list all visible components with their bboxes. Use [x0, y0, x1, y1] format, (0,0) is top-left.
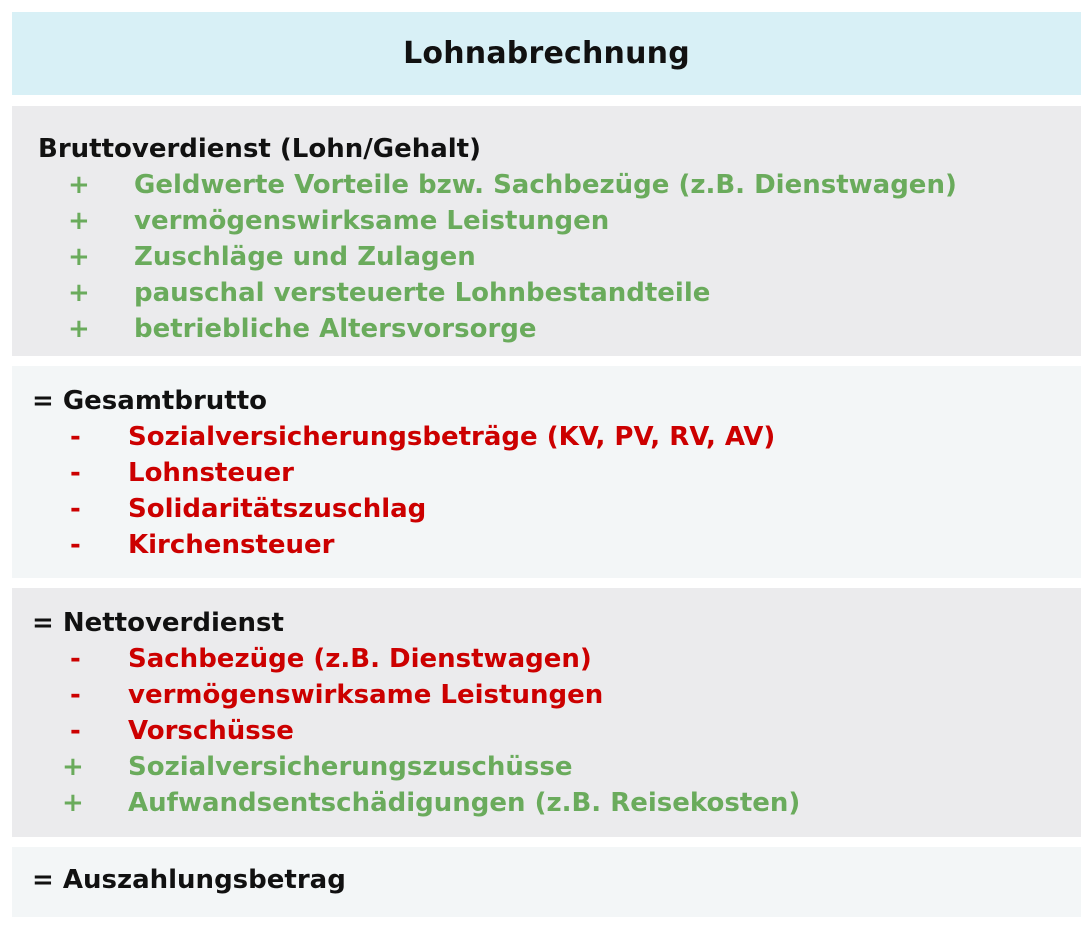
section-gesamtbrutto [12, 366, 1081, 578]
section-heading: = Nettoverdienst [32, 608, 284, 638]
plus-sign: + [62, 752, 84, 782]
list-item-text: Geldwerte Vorteile bzw. Sachbezüge (z.B. Dienstwagen) [134, 170, 957, 200]
minus-sign: - [70, 494, 81, 524]
list-item-text: Zuschläge und Zulagen [134, 242, 476, 272]
plus-sign: + [68, 278, 90, 308]
plus-sign: + [68, 242, 90, 272]
minus-sign: - [70, 530, 81, 560]
list-item-text: Aufwandsentschädigungen (z.B. Reisekosten) [128, 788, 801, 818]
plus-sign: + [62, 788, 84, 818]
list-item-text: Lohnsteuer [128, 458, 294, 488]
plus-sign: + [68, 206, 90, 236]
title-banner [12, 12, 1081, 95]
section-auszahlungsbetrag [12, 847, 1081, 917]
minus-sign: - [70, 644, 81, 674]
section-heading: Bruttoverdienst (Lohn/Gehalt) [38, 134, 481, 164]
minus-sign: - [70, 422, 81, 452]
list-item-text: Sozialversicherungszuschüsse [128, 752, 573, 782]
list-item-text: Sozialversicherungsbeträge (KV, PV, RV, AV) [128, 422, 776, 452]
section-heading: = Auszahlungsbetrag [32, 865, 346, 895]
minus-sign: - [70, 680, 81, 710]
section-heading: = Gesamtbrutto [32, 386, 268, 416]
list-item-text: betriebliche Altersvorsorge [134, 314, 537, 344]
plus-sign: + [68, 314, 90, 344]
plus-sign: + [68, 170, 90, 200]
list-item-text: vermögenswirksame Leistungen [128, 680, 604, 710]
section-nettoverdienst [12, 588, 1081, 837]
section-bruttoverdienst [12, 106, 1081, 356]
list-item-text: vermögenswirksame Leistungen [134, 206, 610, 236]
list-item-text: Solidaritätszuschlag [128, 494, 427, 524]
minus-sign: - [70, 716, 81, 746]
minus-sign: - [70, 458, 81, 488]
list-item-text: pauschal versteuerte Lohnbestandteile [134, 278, 711, 308]
page-title: Lohnabrechnung [403, 36, 690, 71]
list-item-text: Sachbezüge (z.B. Dienstwagen) [128, 644, 592, 674]
list-item-text: Vorschüsse [128, 716, 294, 746]
list-item-text: Kirchensteuer [128, 530, 335, 560]
